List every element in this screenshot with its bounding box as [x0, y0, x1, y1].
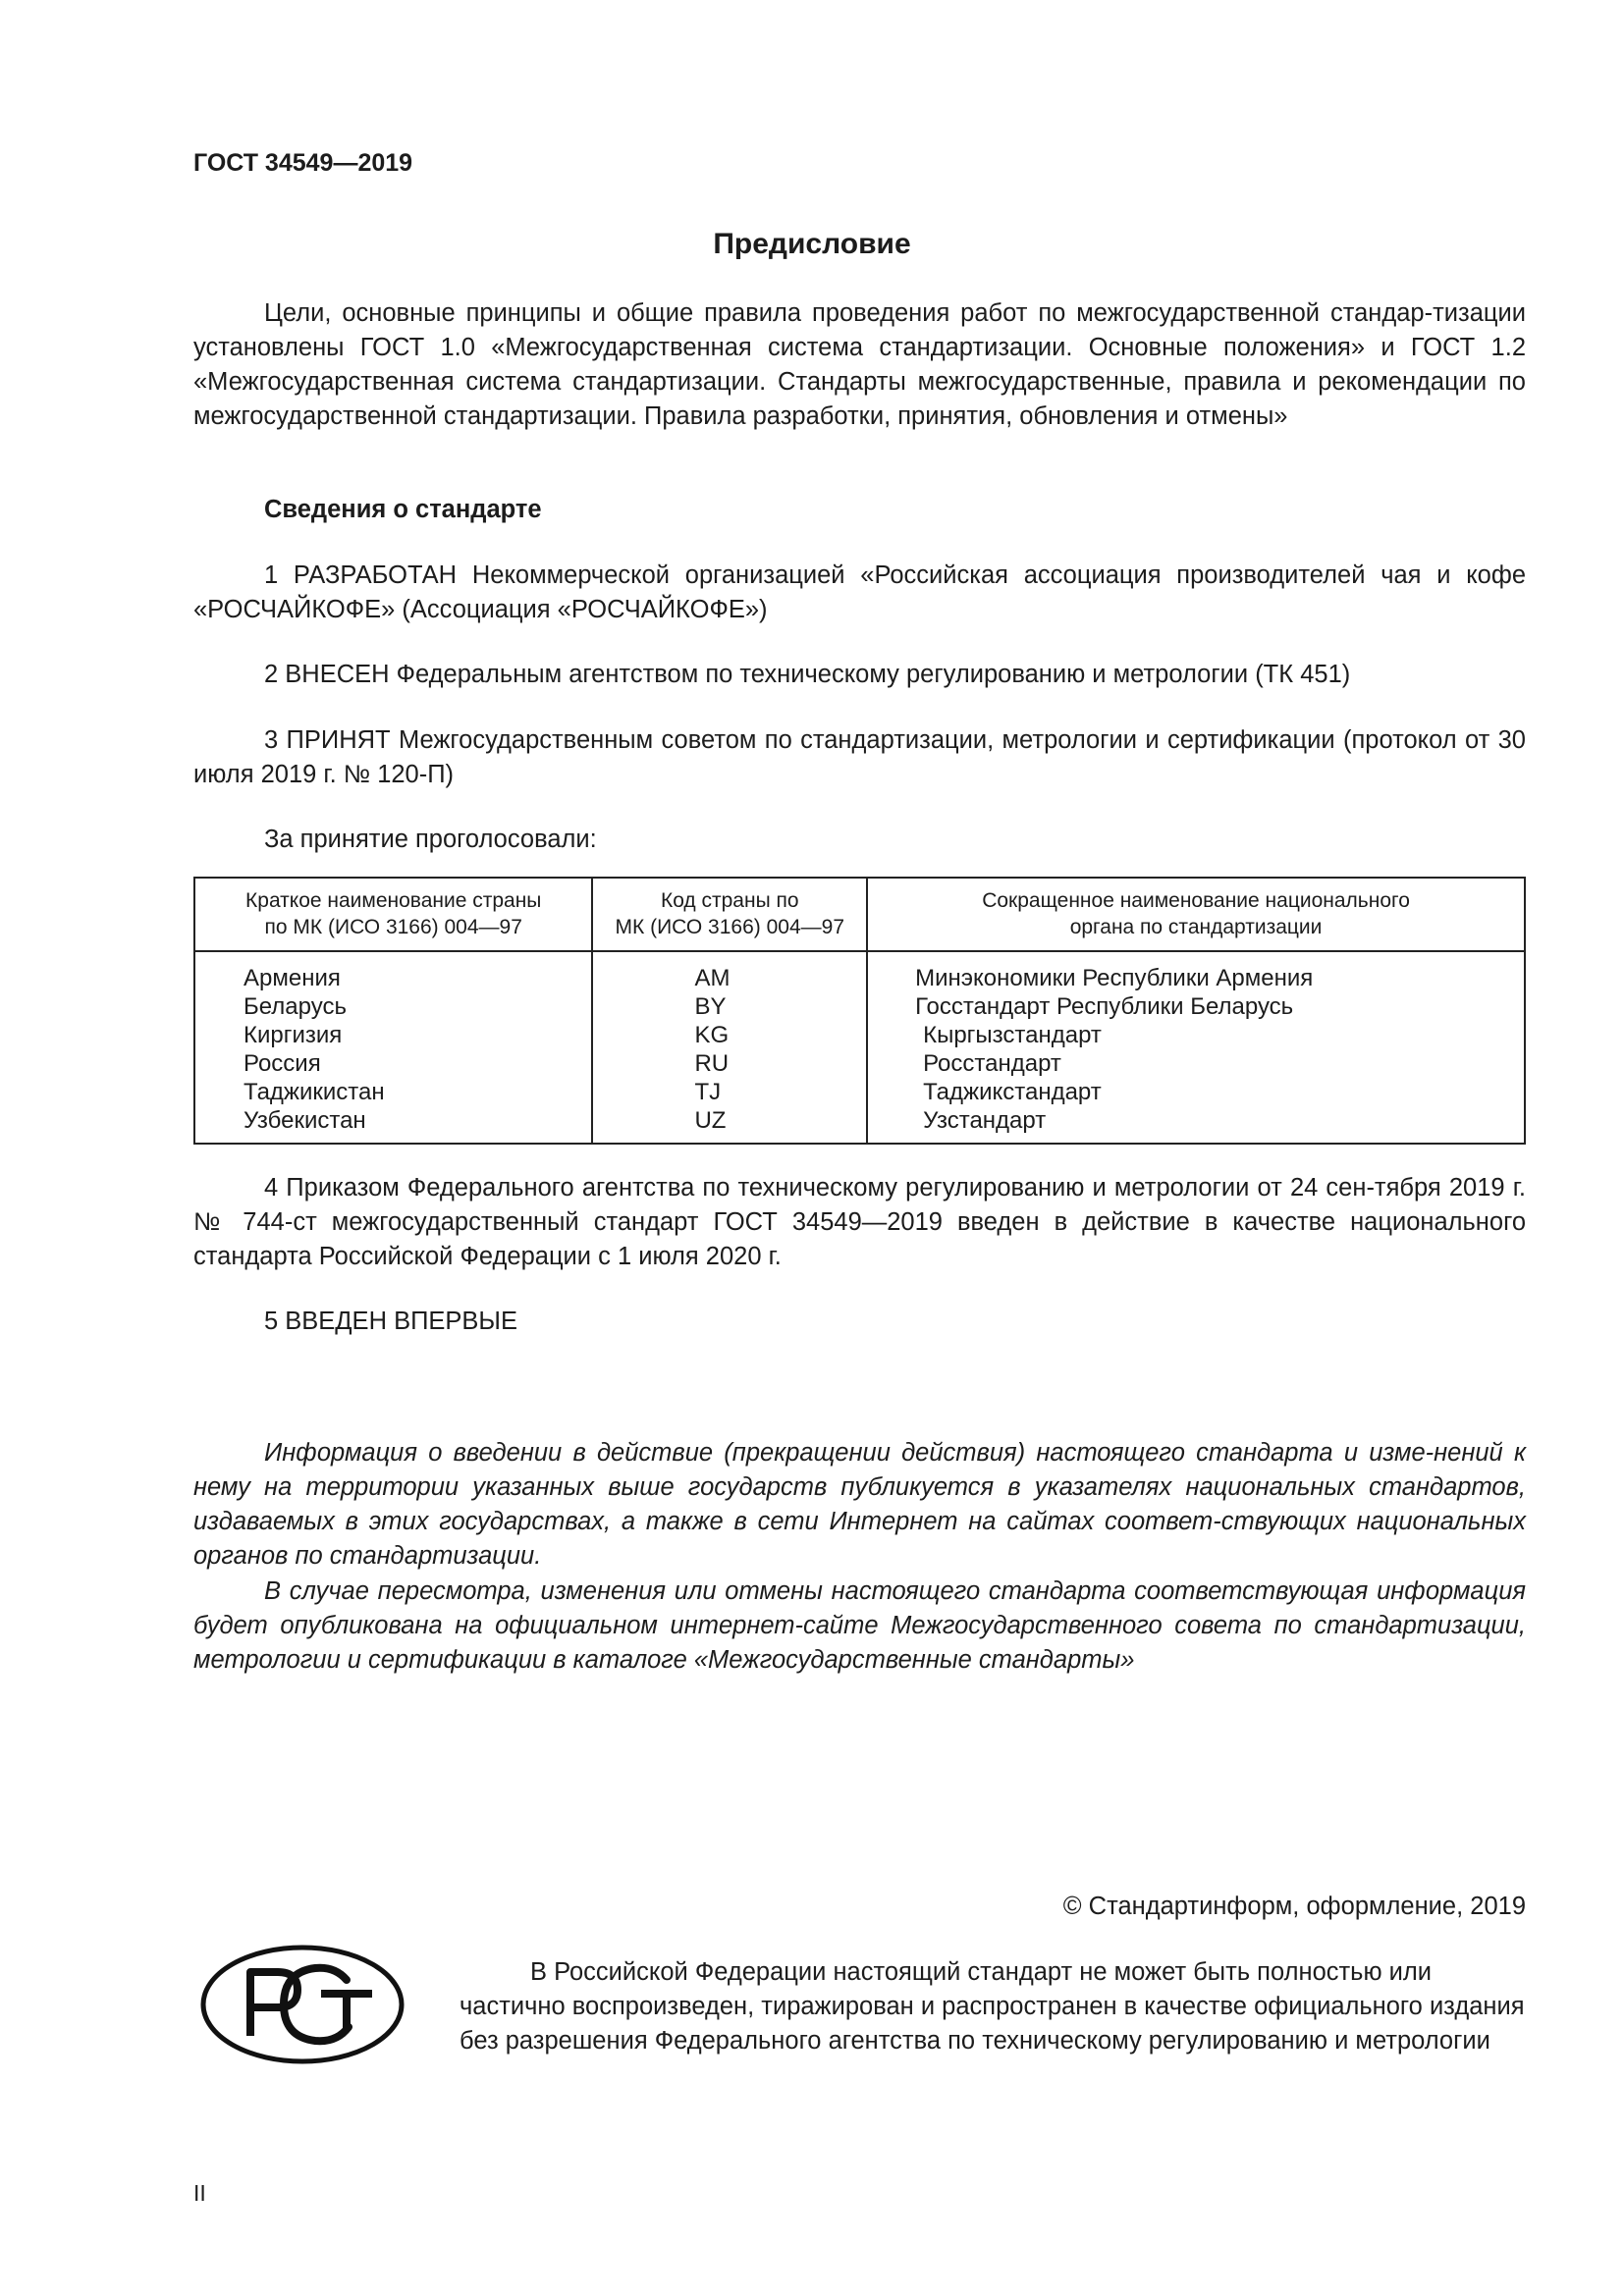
copyright-notice: В Российской Федерации настоящий стандарт не может быть полностью или частично воспроизведен, тиражирован и распространен в качестве официального издания без разрешения Федерального агентства по техническому регулированию и метрологии	[460, 1958, 1525, 2055]
page-title: Предисловие	[713, 228, 911, 260]
column-header-body-line2: органа по стандартизации	[1069, 916, 1323, 938]
column-header-country-line1: Краткое наименование страны	[245, 889, 542, 912]
column-header-body-line1: Сокращенное наименование национального	[982, 889, 1410, 912]
page-number: II	[193, 2180, 206, 2206]
code-cell: RU	[592, 1049, 867, 1078]
country-cell: Армения	[194, 951, 592, 992]
item-4-paragraph: 4 Приказом Федерального агентства по техническому регулированию и метрологии от 24 сен-тября 2019 г. № 744-ст межгосударственный стандарт ГОСТ 34549—2019 введен в действие в качестве национального стандарта Российской Федерации с 1 июля 2020 г.	[193, 1174, 1526, 1270]
code-cell: AM	[592, 951, 867, 992]
item-2-paragraph: 2 ВНЕСЕН Федеральным агентством по техническому регулированию и метрологии (ТК 451)	[264, 661, 1351, 688]
body-cell: Таджикстандарт	[867, 1078, 1525, 1106]
body-cell: Кыргызстандарт	[867, 1021, 1525, 1049]
column-header-country-line2: по МК (ИСО 3166) 004—97	[264, 916, 522, 938]
code-cell: TJ	[592, 1078, 867, 1106]
column-header-code-line1: Код страны по	[660, 889, 799, 912]
info-paragraph-2: В случае пересмотра, изменения или отмены настоящего стандарта соответствующая информация будет опубликована на официальном интернет-сайте Межгосударственного совета по стандартизации, метрологии и сертификации в каталоге «Межгосударственные стандарты»	[193, 1577, 1526, 1674]
table-row	[194, 1106, 1525, 1144]
column-header-code-line2: МК (ИСО 3166) 004—97	[615, 916, 844, 938]
body-cell: Госстандарт Республики Беларусь	[867, 992, 1525, 1021]
copyright-line: © Стандартинформ, оформление, 2019	[1062, 1893, 1526, 1920]
table-row	[194, 992, 1525, 1021]
table-header-row	[194, 878, 1525, 951]
voted-label: За принятие проголосовали:	[264, 826, 597, 853]
country-cell: Россия	[194, 1049, 592, 1078]
country-cell: Киргизия	[194, 1021, 592, 1049]
column-header-body	[867, 878, 1525, 951]
country-cell: Беларусь	[194, 992, 592, 1021]
document-code: ГОСТ 34549—2019	[193, 149, 413, 177]
info-paragraph-1: Информация о введении в действие (прекращении действия) настоящего стандарта и изме-нений к нему на территории указанных выше государств публикуется в указателях национальных стандартов, издаваемых в этих государствах, а также в сети Интернет на сайтах соответ-ствующих национальных органов по стандартизации.	[193, 1439, 1526, 1570]
item-3-paragraph: 3 ПРИНЯТ Межгосударственным советом по стандартизации, метрологии и сертификации (протокол от 30 июля 2019 г. № 120-П)	[193, 726, 1526, 788]
table-row	[194, 1049, 1525, 1078]
table-row	[194, 951, 1525, 992]
item-5-paragraph: 5 ВВЕДЕН ВПЕРВЫЕ	[264, 1308, 518, 1335]
code-cell: UZ	[592, 1106, 867, 1144]
country-cell: Таджикистан	[194, 1078, 592, 1106]
rst-certification-mark-icon	[199, 1943, 406, 2071]
country-cell: Узбекистан	[194, 1106, 592, 1144]
item-1-paragraph: 1 РАЗРАБОТАН Некоммерческой организацией «Российская ассоциация производителей чая и кофе «РОСЧАЙКОФЕ» (Ассоциация «РОСЧАЙКОФЕ»)	[193, 561, 1526, 623]
column-header-code	[592, 878, 867, 951]
table-row	[194, 1078, 1525, 1106]
column-header-country	[194, 878, 592, 951]
code-cell: BY	[592, 992, 867, 1021]
intro-paragraph: Цели, основные принципы и общие правила проведения работ по межгосударственной стандар-тизации установлены ГОСТ 1.0 «Межгосударственная система стандартизации. Основные положения» и ГОСТ 1.2 «Межгосударственная система стандартизации. Стандарты межгосударственные, правила и рекомендации по межгосударственной стандартизации. Правила разработки, принятия, обновления и отмены»	[193, 299, 1526, 430]
section-heading: Сведения о стандарте	[264, 496, 542, 523]
voting-table	[193, 877, 1526, 1145]
code-cell: KG	[592, 1021, 867, 1049]
body-cell: Узстандарт	[867, 1106, 1525, 1144]
body-cell: Минэкономики Республики Армения	[867, 951, 1525, 992]
body-cell: Росстандарт	[867, 1049, 1525, 1078]
table-row	[194, 1021, 1525, 1049]
